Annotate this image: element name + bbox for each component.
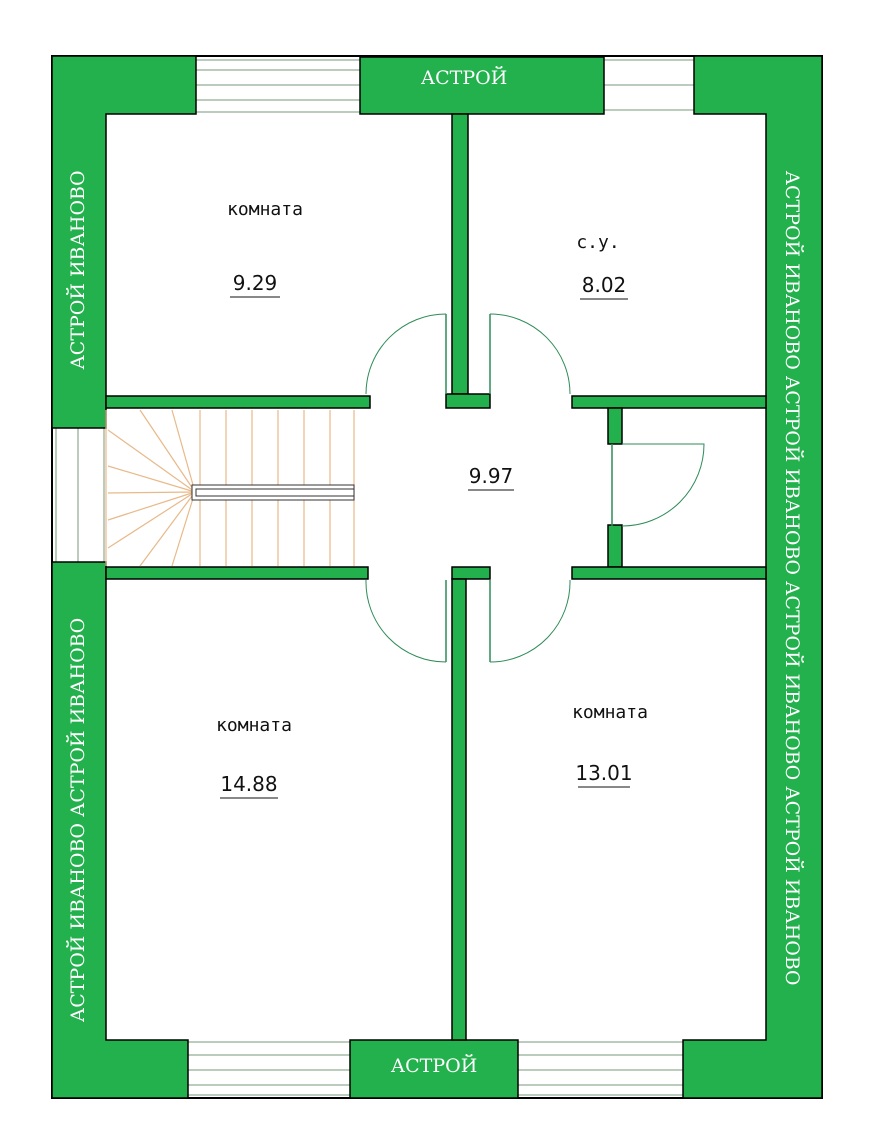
room-area: 9.97 — [468, 464, 514, 488]
window-top-right — [604, 60, 694, 110]
room-area: 8.02 — [581, 273, 627, 297]
room-label-bottom-right — [572, 702, 648, 787]
watermark-left-lower: АСТРОЙ ИВАНОВО АСТРОЙ ИВАНОВО — [67, 617, 89, 1023]
room-name: комната — [572, 702, 648, 723]
room-label-top-left — [227, 199, 303, 297]
watermark-bottom: АСТРОЙ — [390, 1055, 478, 1077]
window-bottom-right — [518, 1042, 683, 1095]
window-left — [56, 428, 104, 562]
window-top-left — [196, 60, 360, 112]
watermark-right: АСТРОЙ ИВАНОВО АСТРОЙ ИВАНОВО АСТРОЙ ИВАНОВО АСТРОЙ ИВАНОВО — [781, 170, 803, 986]
doors — [366, 314, 704, 662]
interior-walls — [106, 114, 766, 1040]
room-name: комната — [216, 715, 292, 736]
window-bottom-left — [188, 1042, 350, 1095]
staircase — [106, 410, 354, 566]
watermark-top: АСТРОЙ — [420, 67, 508, 89]
room-label-hall — [468, 464, 514, 490]
watermark-left-upper: АСТРОЙ ИВАНОВО — [67, 170, 89, 370]
room-area: 14.88 — [220, 772, 278, 796]
room-label-bottom-left — [216, 715, 292, 798]
room-name: с.у. — [576, 232, 620, 253]
room-area: 13.01 — [575, 761, 633, 785]
room-name: комната — [227, 199, 303, 220]
room-label-bathroom — [576, 232, 628, 299]
room-area: 9.29 — [232, 271, 278, 295]
